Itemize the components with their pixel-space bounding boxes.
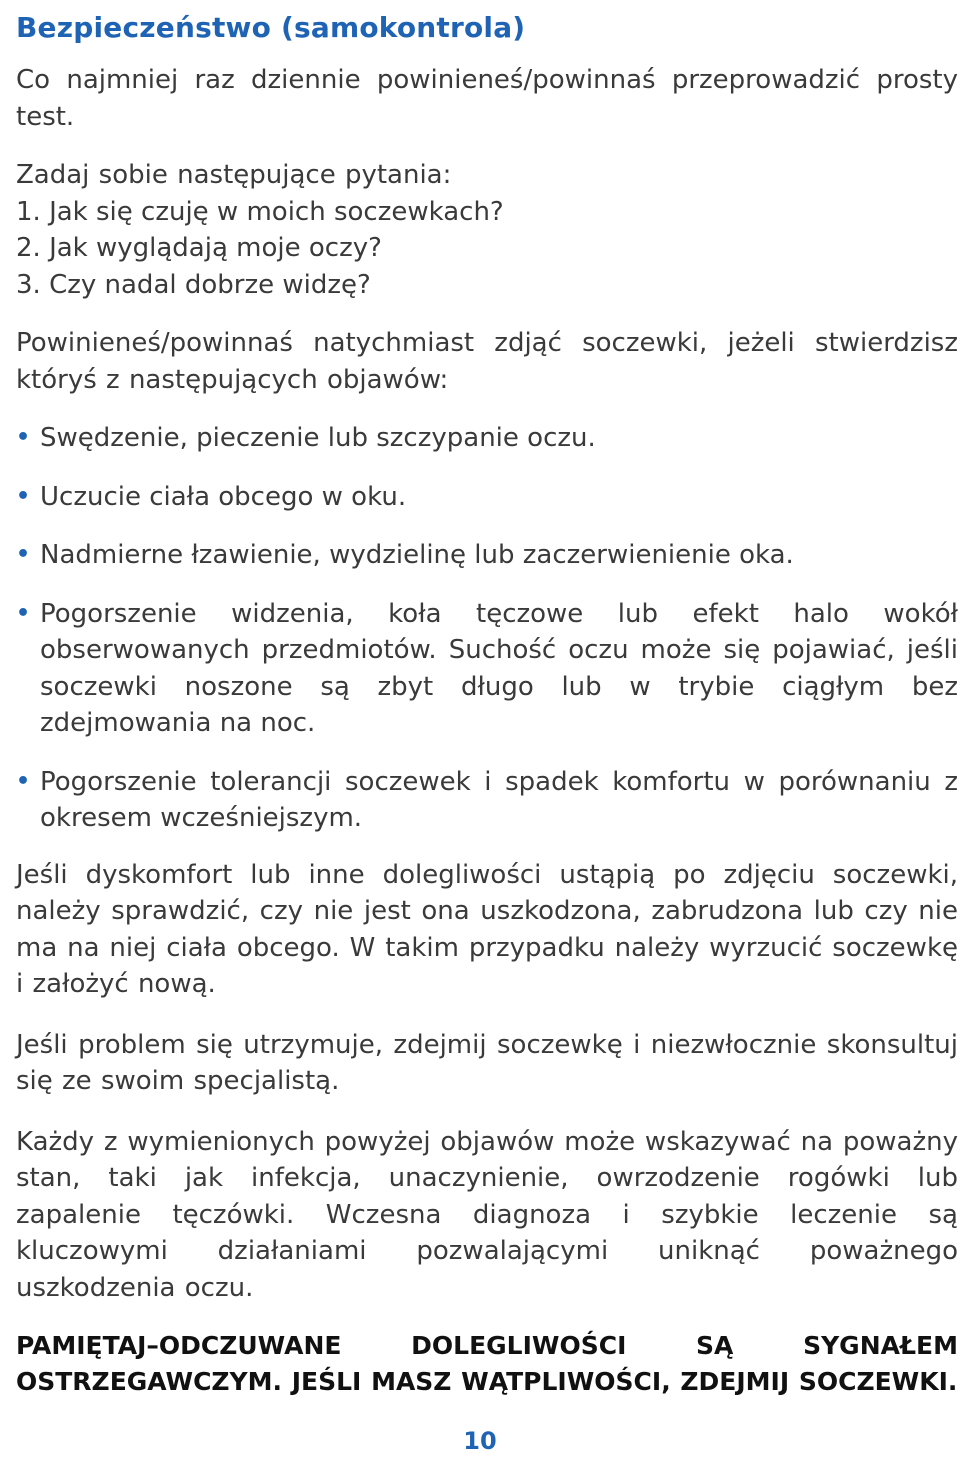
- bullet-icon: •: [16, 600, 31, 626]
- question-item: 2. Jak wyglądają moje oczy?: [16, 233, 382, 263]
- document-page: [16, 8, 958, 1400]
- symptom-text: Nadmierne łzawienie, wydzielinę lub zaczerwienienie oka.: [40, 540, 794, 570]
- symptom-item: [16, 596, 958, 742]
- bullet-icon: •: [16, 542, 31, 567]
- bullet-icon: •: [16, 483, 31, 509]
- symptom-item: [16, 479, 958, 516]
- symptom-text: Pogorszenie widzenia, koła tęczowe lub efekt halo wokół obserwowanych przedmiotów. Suchość oczu może się pojawiać, jeśli soczewki noszone są zbyt długo lub w trybie ciągłym bez zdejmowania na noc.: [40, 598, 958, 738]
- symptom-text: Pogorszenie tolerancji soczewek i spadek komfortu w porównaniu z okresem wcześniejszym.: [40, 766, 958, 833]
- symptom-item: [16, 537, 958, 574]
- symptom-text: Uczucie ciała obcego w oku.: [40, 481, 407, 512]
- bullet-icon: •: [16, 425, 31, 450]
- symptoms-list: [16, 420, 958, 837]
- symptom-item: [16, 420, 958, 457]
- symptom-text: Swędzenie, pieczenie lub szczypanie oczu.: [40, 423, 596, 453]
- page-number: 10: [463, 1427, 497, 1455]
- questions-list: [16, 194, 958, 304]
- bullet-icon: •: [16, 768, 31, 794]
- question-item: 1. Jak się czuję w moich soczewkach?: [16, 196, 504, 227]
- questions-intro: Zadaj sobie następujące pytania:: [16, 160, 452, 190]
- symptoms-intro: Powinieneś/powinnaś natychmiast zdjąć soczewki, jeżeli stwierdzisz któryś z następujących objawów:: [16, 328, 958, 395]
- persist-paragraph: Jeśli problem się utrzymuje, zdejmij soczewkę i niezwłocznie skonsultuj się ze swoim specjalistą.: [16, 1029, 958, 1096]
- section-heading: Bezpieczeństwo (samokontrola): [16, 11, 526, 44]
- warning-notice: PAMIĘTAJ–ODCZUWANE DOLEGLIWOŚCI SĄ SYGNAŁEM OSTRZEGAWCZYM. JEŚLI MASZ WĄTPLIWOŚCI, ZDEJMIJ SOCZEWKI.: [16, 1331, 958, 1396]
- serious-conditions-paragraph: Każdy z wymienionych powyżej objawów może wskazywać na poważny stan, taki jak infekcja, unaczynienie, owrzodzenie rogówki lub zapalenie tęczówki. Wczesna diagnoza i szybkie leczenie są kluczowymi działaniami pozwalającymi uniknąć poważnego uszkodzenia oczu.: [16, 1126, 958, 1303]
- discomfort-paragraph: Jeśli dyskomfort lub inne dolegliwości ustąpią po zdjęciu soczewki, należy sprawdzić, czy nie jest ona uszkodzona, zabrudzona lub czy nie ma na niej ciała obcego. W takim przypadku należy wyrzucić soczewkę i założyć nową.: [16, 859, 958, 999]
- question-item: 3. Czy nadal dobrze widzę?: [16, 269, 371, 300]
- intro-paragraph: Co najmniej raz dziennie powinieneś/powinnaś przeprowadzić prosty test.: [16, 65, 958, 132]
- symptom-item: [16, 764, 958, 837]
